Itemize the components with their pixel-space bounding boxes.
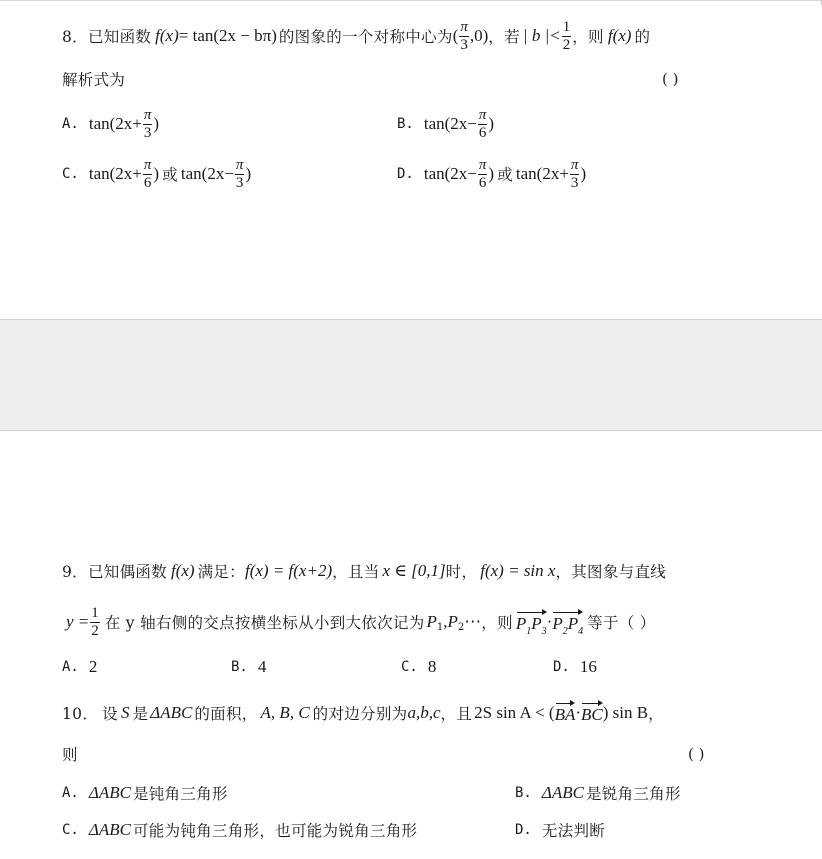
math-paren: ( (452, 26, 459, 45)
option-letter: C. (401, 659, 418, 675)
fraction (570, 158, 580, 191)
question-8-stem-line2 (62, 68, 125, 90)
math-expression: tan(2x+ (515, 164, 569, 183)
vector-point: P (552, 613, 563, 633)
stem-text: 设 (102, 705, 118, 723)
fraction-numerator: π (478, 156, 487, 173)
math-paren: ) (488, 114, 495, 133)
option-letter: C. (62, 166, 79, 182)
math-func: f(x) (155, 26, 179, 45)
vector-p2p4 (552, 611, 584, 637)
stem-text: 是 (132, 705, 149, 723)
stem-text: 时， (445, 563, 478, 581)
math-expression: f(x) = sin x (480, 561, 556, 580)
page-gap (0, 319, 822, 431)
option-d (397, 154, 586, 194)
subscript: 2 (457, 621, 465, 633)
stem-text: ，且当 (332, 563, 380, 581)
question-number: 8． (62, 28, 88, 46)
vector-p1p3 (515, 611, 547, 637)
stem-text: 的 (634, 28, 651, 46)
stem-text: ，其图象与直线 (555, 563, 667, 581)
math-triangle: ΔABC (88, 783, 131, 802)
math-expression: 2S sin A < ( (474, 703, 555, 722)
option-letter: A. (62, 659, 79, 675)
fraction-denominator: 3 (235, 174, 244, 191)
fraction-denominator: 3 (570, 174, 579, 191)
math-point: P (447, 612, 458, 631)
question-number: 10． (62, 705, 99, 723)
option-letter: B. (515, 785, 532, 801)
question-8-stem (62, 16, 650, 56)
fraction-denominator: 6 (143, 174, 152, 191)
question-9-stem-line2 (66, 601, 656, 643)
fraction-numerator: π (460, 18, 468, 35)
document-page-2 (0, 431, 822, 859)
option-text: 是锐角三角形 (585, 785, 681, 803)
math-var: S (120, 703, 130, 722)
option-letter: D. (397, 166, 414, 182)
option-d (553, 656, 597, 678)
option-b (515, 782, 681, 804)
option-d (515, 819, 605, 841)
math-expression: f(x) = f(x+2) (244, 561, 333, 580)
option-c (62, 819, 417, 841)
option-b (397, 104, 494, 144)
option-text: 是钝角三角形 (132, 785, 228, 803)
option-b (231, 656, 266, 678)
stem-text: 的图象的一个对称中心为 (278, 28, 453, 46)
math-paren: ) (488, 164, 495, 183)
math-expression: x ∈ [0,1] (382, 561, 446, 580)
vector-ba: BA (555, 702, 576, 725)
fraction-pi-over-3 (459, 20, 469, 53)
fraction-denominator: 6 (478, 124, 487, 141)
fraction-denominator: 3 (143, 124, 152, 141)
fraction-numerator: 1 (91, 604, 99, 621)
math-expression: y = (66, 612, 90, 631)
subscript: 1 (526, 625, 532, 637)
fraction-numerator: π (143, 156, 152, 173)
or-text: 或 (162, 166, 178, 184)
option-a (62, 782, 228, 804)
option-letter: B. (231, 659, 248, 675)
math-func: f(x) (607, 26, 632, 45)
fraction-numerator: 1 (562, 18, 571, 35)
math-func: f(x) (170, 561, 195, 580)
option-letter: A. (62, 785, 79, 801)
math-paren: ,0) (469, 26, 489, 45)
math-ellipsis: ⋯ (464, 612, 482, 631)
stem-text: ，且 (440, 705, 473, 723)
option-text: 可能为钝角三角形，也可能为锐角三角形 (132, 822, 418, 840)
fraction-numerator: π (143, 106, 152, 123)
stem-text: ，若 (488, 28, 520, 46)
dot-operator: · (546, 612, 553, 631)
fraction-numerator: π (570, 156, 579, 173)
dot-operator: · (575, 703, 582, 722)
subscript: 4 (578, 625, 584, 637)
stem-text: 已知函数 (87, 28, 152, 46)
stem-text: ， (648, 705, 664, 723)
stem-text: 则 (62, 746, 78, 764)
option-text: 无法判断 (541, 822, 606, 840)
question-10-stem (62, 701, 664, 725)
stem-text: ，则 (572, 28, 604, 46)
fraction (478, 158, 488, 191)
vector-point: P (515, 613, 527, 633)
stem-text: 解析式为 (62, 71, 126, 89)
math-expression: tan(2x+ (88, 164, 142, 183)
math-expression: tan(2x− (423, 164, 477, 183)
option-letter: A. (62, 116, 79, 132)
vector-point: P (567, 613, 579, 633)
option-value: 16 (579, 657, 597, 676)
math-paren: ) (153, 114, 160, 133)
document-page-1 (0, 0, 822, 319)
vector-bc: BC (581, 702, 603, 725)
math-paren: ) (580, 164, 587, 183)
option-letter: B. (397, 116, 414, 132)
option-letter: D. (553, 659, 570, 675)
math-point: P (426, 612, 437, 631)
option-letter: D. (515, 822, 532, 838)
option-a (62, 104, 159, 144)
math-expression: = tan(2x − bπ) (178, 26, 277, 45)
or-text: 或 (497, 166, 513, 184)
stem-text: 满足： (197, 563, 245, 581)
math-paren: ) (245, 164, 252, 183)
fraction-denominator: 2 (91, 622, 99, 639)
fraction-numerator: π (478, 106, 487, 123)
stem-text: 的面积， (194, 705, 258, 723)
subscript: 3 (541, 625, 547, 637)
math-expression: tan(2x+ (88, 114, 142, 133)
stem-text: 的对边分别为 (312, 705, 408, 723)
fraction-denominator: 6 (478, 174, 487, 191)
vector-point: P (531, 613, 542, 633)
stem-text: ，则 (481, 614, 513, 632)
option-value: 2 (88, 657, 98, 676)
option-value: 4 (257, 657, 267, 676)
fraction-denominator: 2 (562, 36, 571, 53)
math-paren: ) (153, 164, 160, 183)
question-number: 9． (62, 563, 88, 581)
math-expression: tan(2x− (423, 114, 477, 133)
option-value: 8 (427, 657, 437, 676)
math-triangle: ΔABC (150, 703, 193, 722)
question-9-stem (62, 559, 666, 583)
fraction (143, 108, 153, 141)
question-10-stem-line2 (62, 743, 78, 765)
fraction (235, 158, 245, 191)
subscript: 2 (562, 625, 568, 637)
fraction-one-half (90, 606, 100, 639)
answer-blank: ( ) (688, 745, 705, 763)
math-triangle: ΔABC (541, 783, 584, 802)
option-c (62, 154, 251, 194)
math-triangle: ΔABC (88, 820, 131, 839)
math-expression: A, B, C (260, 703, 310, 722)
fraction (478, 108, 488, 141)
math-expression: ) sin B (602, 703, 649, 722)
option-a (62, 656, 97, 678)
stem-text: 已知偶函数 (87, 563, 167, 581)
math-sep: , (443, 612, 448, 631)
math-condition: | b |< (522, 26, 561, 45)
stem-text: 在 y 轴右侧的交点按横坐标从小到大依次记为 (104, 614, 425, 632)
fraction (143, 158, 153, 191)
answer-blank: ( ) (662, 70, 679, 88)
stem-text: 等于（ ） (587, 614, 656, 632)
fraction-numerator: π (235, 156, 244, 173)
page-top-border (0, 0, 822, 1)
option-letter: C. (62, 822, 79, 838)
fraction-one-half (562, 20, 572, 53)
option-c (401, 656, 436, 678)
subscript: 1 (436, 621, 444, 633)
math-expression: a,b,c (407, 703, 441, 722)
math-expression: tan(2x− (180, 164, 234, 183)
fraction-denominator: 3 (460, 36, 468, 53)
